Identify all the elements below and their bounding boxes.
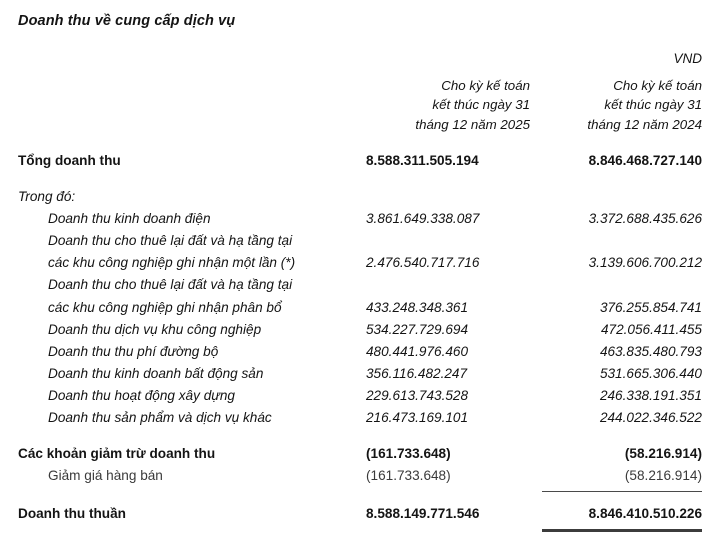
revenue-table xyxy=(0,150,710,537)
row-value-2025-road-toll: 480.441.976.460 xyxy=(366,343,469,359)
row-value-2024-sales-discount: (58.216.914) xyxy=(624,468,702,484)
currency-unit-label: VND xyxy=(673,51,702,66)
rule-2025-thick xyxy=(366,525,538,537)
table-subtotal-rule xyxy=(0,487,710,496)
table-row-ip-services xyxy=(0,319,710,341)
row-value-2024-deductions: (58.216.914) xyxy=(624,446,702,462)
table-row-sublease-allocated xyxy=(0,297,710,319)
column-header-2024-line3: tháng 12 năm 2024 xyxy=(587,116,702,132)
row-value-2024-road-toll: 463.835.480.793 xyxy=(599,343,702,359)
row-label-sublease-allocated: các khu công nghiệp ghi nhận phân bổ xyxy=(48,299,282,315)
row-value-2024-intro xyxy=(538,172,710,208)
row-label-sublease-allocated-line1: Doanh thu cho thuê lại đất và hạ tầng tại xyxy=(48,277,293,293)
table-row-sublease-onetime xyxy=(0,252,710,274)
row-label-electricity: Doanh thu kinh doanh điện xyxy=(48,211,211,227)
table-row-electricity xyxy=(0,208,710,230)
row-label-sales-discount: Giảm giá hàng bán xyxy=(48,468,163,484)
row-value-2025-sales-discount: (161.733.648) xyxy=(366,468,451,484)
table-row-sublease-allocated-line1 xyxy=(0,274,710,296)
row-value-2025-intro xyxy=(366,172,538,208)
row-value-2025-net-revenue: 8.588.149.771.546 xyxy=(366,506,480,522)
row-value-2025-ip-services: 534.227.729.694 xyxy=(366,321,469,337)
row-value-2025-sublease-onetime-line1 xyxy=(366,230,538,252)
row-label-sublease-onetime: các khu công nghiệp ghi nhận một lần (*) xyxy=(48,255,296,271)
row-label-ip-services: Doanh thu dịch vụ khu công nghiệp xyxy=(48,321,262,337)
row-value-2024-net-revenue: 8.846.410.510.226 xyxy=(588,506,702,522)
row-label-real-estate: Doanh thu kinh doanh bất động sản xyxy=(48,365,264,381)
table-row-total-revenue xyxy=(0,150,710,172)
table-row-construction xyxy=(0,385,710,407)
column-headers xyxy=(0,76,710,134)
row-value-2025-sublease-allocated-line1 xyxy=(366,274,538,296)
rule-bottom-spacer-label xyxy=(0,525,366,537)
table-row-sales-discount xyxy=(0,465,710,487)
column-header-2025-line1: Cho kỳ kế toán xyxy=(441,78,530,93)
column-header-2025-line3: tháng 12 năm 2025 xyxy=(415,116,530,132)
row-value-2024-sublease-allocated-line1 xyxy=(538,274,710,296)
rule-2025-thin xyxy=(366,487,538,496)
table-row-other xyxy=(0,407,710,429)
table-row-real-estate xyxy=(0,363,710,385)
table-row-sublease-onetime-line1 xyxy=(0,230,710,252)
rule-2024-thick xyxy=(538,525,710,537)
row-value-2025-total-revenue: 8.588.311.505.194 xyxy=(366,153,479,168)
row-value-2025-sublease-onetime: 2.476.540.717.716 xyxy=(366,255,480,271)
row-value-2024-sublease-onetime-line1 xyxy=(538,230,710,252)
column-header-2024-line2: kết thúc ngày 31 xyxy=(604,97,702,113)
row-value-2024-ip-services: 472.056.411.455 xyxy=(600,321,702,337)
row-label-deductions: Các khoản giảm trừ doanh thu xyxy=(18,446,216,462)
row-value-2025-deductions: (161.733.648) xyxy=(366,446,451,462)
row-value-2024-construction: 246.338.191.351 xyxy=(599,387,702,403)
row-value-2024-other: 244.022.346.522 xyxy=(599,410,702,426)
row-label-construction: Doanh thu hoạt động xây dựng xyxy=(48,387,235,403)
row-value-2024-real-estate: 531.665.306.440 xyxy=(599,365,702,381)
row-value-2024-sublease-allocated: 376.255.854.741 xyxy=(599,299,702,315)
row-label-sublease-onetime-line1: Doanh thu cho thuê lại đất và hạ tầng tại xyxy=(48,233,293,249)
row-value-2025-electricity: 3.861.649.338.087 xyxy=(366,211,480,227)
column-header-2024-line1: Cho kỳ kế toán xyxy=(613,78,702,93)
row-value-2024-sublease-onetime: 3.139.606.700.212 xyxy=(588,255,702,271)
page-title: Doanh thu về cung cấp dịch vụ xyxy=(18,13,236,29)
rule-spacer-label xyxy=(0,487,366,496)
table-total-rule xyxy=(0,525,710,537)
row-value-2025-sublease-allocated: 433.248.348.361 xyxy=(366,299,469,315)
table-row-intro xyxy=(0,172,710,208)
table-row-net-revenue xyxy=(0,496,710,525)
row-label-net-revenue: Doanh thu thuần xyxy=(18,506,126,522)
row-label-road-toll: Doanh thu thu phí đường bộ xyxy=(48,343,219,359)
row-label-other: Doanh thu sản phẩm và dịch vụ khác xyxy=(48,410,272,426)
row-value-2025-construction: 229.613.743.528 xyxy=(366,387,469,403)
row-label-intro: Trong đó: xyxy=(18,189,76,205)
table-row-road-toll xyxy=(0,341,710,363)
column-header-period-2024 xyxy=(587,76,702,134)
column-header-period-2025 xyxy=(415,76,530,134)
table-row-deductions xyxy=(0,429,710,465)
row-value-2025-other: 216.473.169.101 xyxy=(366,410,469,426)
row-value-2025-real-estate: 356.116.482.247 xyxy=(366,365,468,381)
rule-2024-thin xyxy=(538,487,710,496)
row-label-total-revenue: Tổng doanh thu xyxy=(18,153,121,168)
row-value-2024-total-revenue: 8.846.468.727.140 xyxy=(588,153,702,168)
column-header-2025-line2: kết thúc ngày 31 xyxy=(432,97,530,113)
row-value-2024-electricity: 3.372.688.435.626 xyxy=(588,211,702,227)
